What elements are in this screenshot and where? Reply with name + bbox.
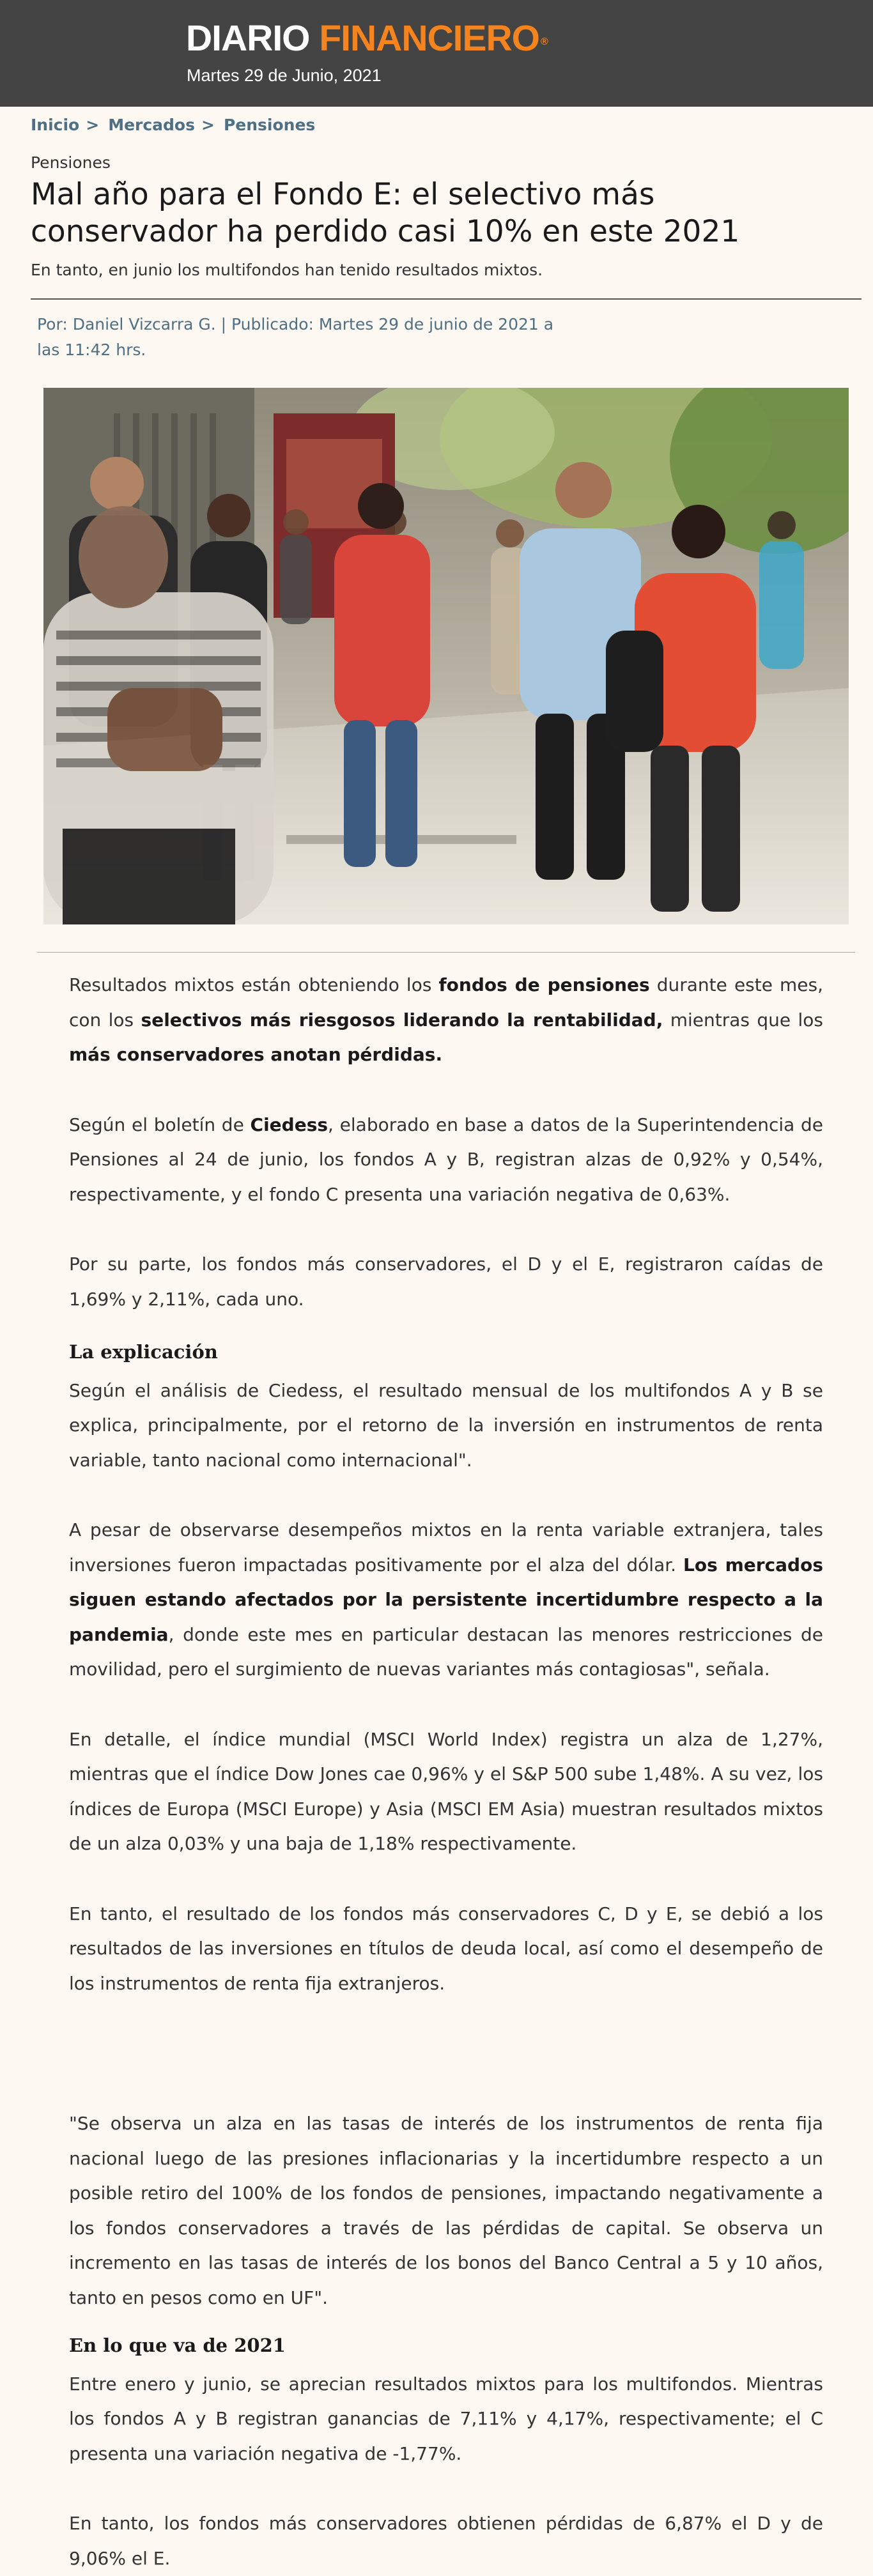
bold-text: selectivos más riesgosos liderando la rentabilidad,	[141, 1009, 663, 1031]
body-paragraph: Según el análisis de Ciedess, el resultado mensual de los multifondos A y B se explica, principalmente, por el retorno de la inversión en instrumentos de renta variable, tanto nacional como internacional".	[69, 1379, 823, 1471]
logo-word-diario: DIARIO	[186, 18, 310, 59]
body-paragraph	[69, 1513, 823, 1687]
article-title: Mal año para el Fondo E: el selectivo más conservador ha perdido casi 10% en este 2021	[31, 177, 740, 249]
body-paragraph: En detalle, el índice mundial (MSCI World Index) registra un alza de 1,27%, mientras que el índice Dow Jones cae 0,96% y el S&P 500 sube 1,48%. A su vez, los índices de Europa (MSCI Europe) y Asia (MSCI EM Asia) muestran resultados mixtos de un alza 0,03% y una baja de 1,18% respectivamente.	[69, 1728, 823, 1854]
breadcrumb-link-mercados[interactable]: Mercados	[108, 116, 195, 134]
body-paragraph: Por su parte, los fondos más conservadores, el D y el E, registraron caídas de 1,69% y 2,11%, cada uno.	[69, 1254, 823, 1310]
breadcrumb-separator: >	[86, 116, 100, 134]
bold-text: Los mercados siguen estando afectados por la persistente incertidumbre respecto a la pandemia	[69, 1554, 824, 1645]
site-logo[interactable]	[186, 15, 548, 61]
article-body	[69, 968, 823, 2576]
breadcrumb-link-inicio[interactable]: Inicio	[31, 116, 80, 134]
subheading-explicacion: La explicación	[69, 1341, 218, 1363]
registered-mark: ®	[541, 36, 548, 47]
bold-text: más conservadores anotan pérdidas.	[69, 1044, 443, 1065]
body-paragraph: En tanto, el resultado de los fondos más conservadores C, D y E, se debió a los resultados de las inversiones en títulos de deuda local, así como el desempeño de los instrumentos de renta fija extranjeros.	[69, 1903, 823, 1994]
body-paragraph	[69, 1108, 823, 1213]
text-run: , donde este mes en particular destacan las menores restricciones de movilidad, pero el surgimiento de nuevas variantes más contagiosas", señala.	[69, 1623, 823, 1680]
subheading-en-lo-que-va: En lo que va de 2021	[69, 2334, 286, 2356]
text-run: , elaborado en base a datos de la Superintendencia de Pensiones al 24 de junio, los fondos A y B, registran alzas de 0,92% y 0,54%, respectivamente, y el fondo C presenta una variación negativa de 0,63%.	[69, 1114, 823, 1205]
header-date: Martes 29 de Junio, 2021	[187, 66, 382, 85]
street-pedestrians-photo-icon	[43, 388, 849, 924]
text-run: A pesar de observarse desempeños mixtos en la renta variable extranjera, tales inversiones fueron impactadas positivamente por el alza del dólar.	[69, 1519, 823, 1575]
body-paragraph: Entre enero y junio, se aprecian resultados mixtos para los multifondos. Mientras los fondos A y B registran ganancias de 7,11% y 4,17%, respectivamente; el C presenta una variación negativa de -1,77%.	[69, 2373, 823, 2464]
article-photo	[43, 388, 849, 924]
logo-word-financiero: FINANCIERO	[319, 18, 540, 59]
body-paragraph: En tanto, los fondos más conservadores obtienen pérdidas de 6,87% el D y de 9,06% el E.	[69, 2513, 823, 2569]
article-lead: En tanto, en junio los multifondos han tenido resultados mixtos.	[31, 261, 543, 279]
text-run: Según el boletín de	[69, 1114, 251, 1135]
breadcrumb-link-pensiones[interactable]: Pensiones	[223, 116, 316, 134]
article-byline: Por: Daniel Vizcarra G. | Publicado: Martes 29 de junio de 2021 a las 11:42 hrs.	[37, 315, 554, 359]
breadcrumb	[31, 112, 315, 138]
quote-paragraph: "Se observa un alza en las tasas de interés de los instrumentos de renta fija nacional luego de las presiones inflacionarias y la incertidumbre respecto a un posible retiro del 100% de los fondos de pensiones, impactando negativamente a los fondos conservadores a través de las pérdidas de capital. Se observa un incremento en las tasas de interés de los bonos del Banco Central a 5 y 10 años, tanto en pesos como en UF".	[69, 2113, 823, 2308]
bold-text: Ciedess	[250, 1114, 328, 1135]
header-divider	[31, 298, 861, 300]
site-header	[0, 0, 873, 107]
text-run: mientras que los	[663, 1009, 824, 1031]
bold-text: fondos de pensiones	[438, 974, 650, 995]
body-paragraph	[69, 968, 823, 1073]
article-section-label: Pensiones	[31, 153, 111, 172]
text-run: Resultados mixtos están obteniendo los	[69, 974, 439, 995]
photo-divider	[37, 952, 855, 953]
breadcrumb-separator: >	[201, 116, 215, 134]
text-run: durante este mes, con los	[69, 974, 824, 1031]
